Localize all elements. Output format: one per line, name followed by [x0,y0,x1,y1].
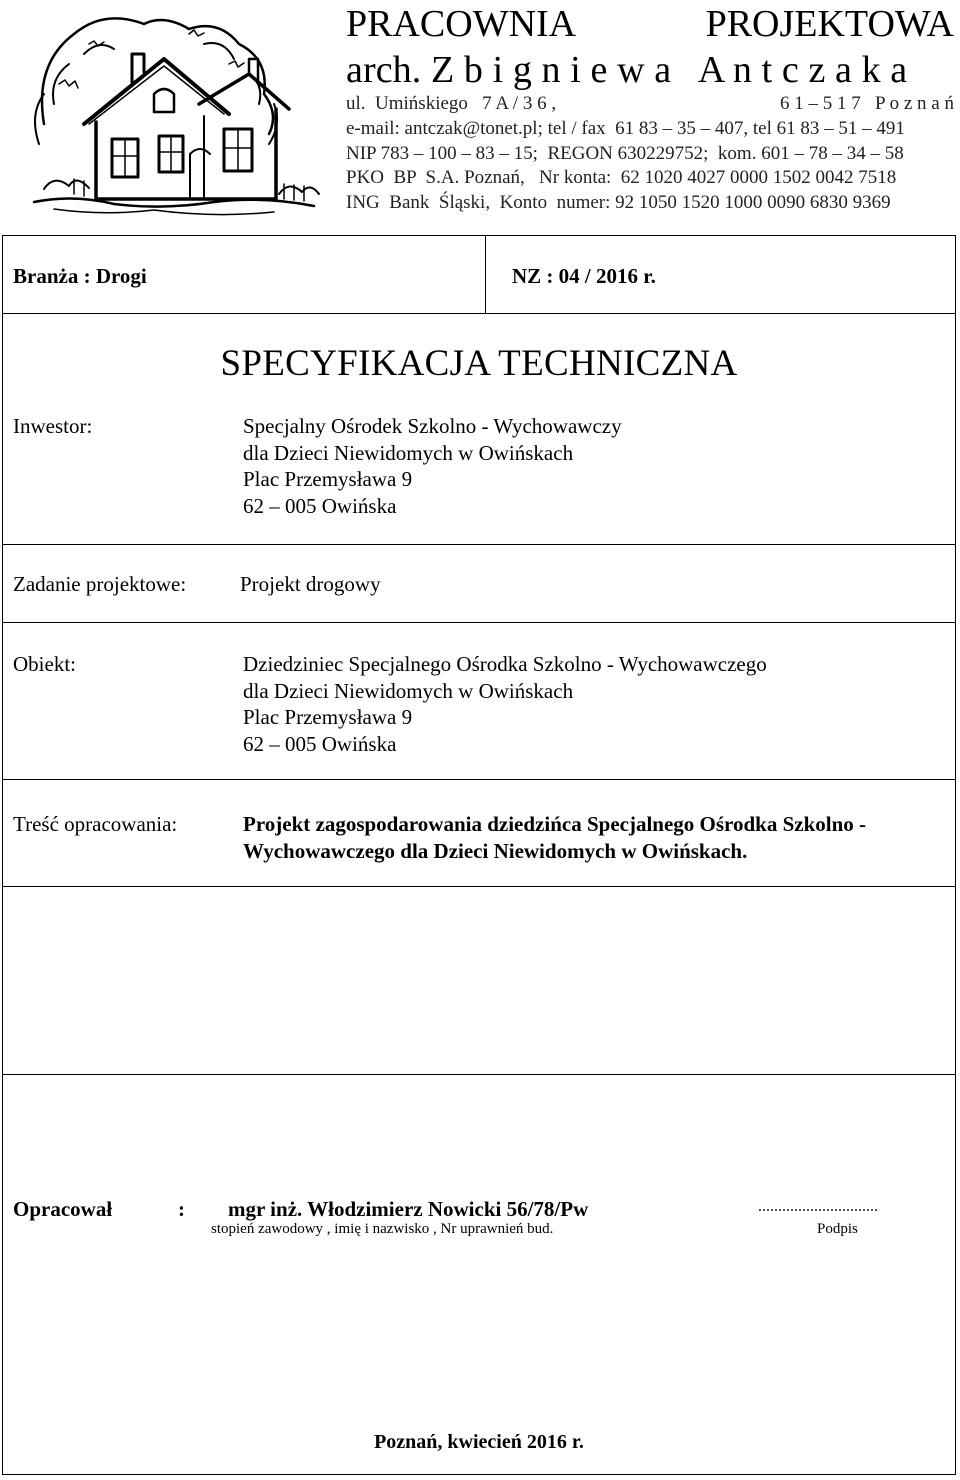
registry-line [346,143,954,165]
author-name: mgr inż. Włodzimierz Nowicki 56/78/Pw [228,1197,589,1221]
bank-line-2 [346,192,954,214]
author-colon: : [178,1197,185,1221]
object-details [243,651,767,757]
divider [3,1074,955,1075]
divider [3,622,955,623]
house-logo-icon [14,4,334,222]
bank1-text: PKO BP S.A. Poznań, Nr konta: 62 1020 4027 0000 1502 0042 7518 [346,167,897,188]
bank2-text: ING Bank Śląski, Konto numer: 92 1050 1520 1000 0090 6830 9369 [346,192,891,213]
registry-text: NIP 783 – 100 – 83 – 15; REGON 630229752; kom. 601 – 78 – 34 – 58 [346,143,904,164]
firm-name-left: PRACOWNIA [346,3,577,45]
firm-owner [346,48,954,92]
object-line: Dziedziniec Specjalnego Ośrodka Szkolno - Wychowawczego [243,652,767,676]
investor-line: 62 – 005 Owińska [243,493,397,518]
address-street: ul. Umińskiego 7 A / 3 6 , [346,93,557,114]
content-line: Projekt zagospodarowania dziedzińca Specjalnego Ośrodka Szkolno - [243,812,867,836]
task-value: Projekt drogowy [240,572,381,596]
firm-name-right: PROJEKTOWA [705,3,954,45]
investor-details [243,413,622,519]
content-details [243,811,866,864]
nz-number: NZ : 04 / 2016 r. [512,264,656,288]
investor-line: Specjalny Ośrodek Szkolno - Wychowawczy [243,414,622,438]
address-city: 6 1 – 5 1 7 P o z n a ń [780,93,954,114]
signature-caption: Podpis [817,1221,858,1237]
title-page-frame [2,235,956,1475]
object-line: dla Dzieci Niewidomych w Owińskach [243,678,574,703]
divider [3,779,955,780]
document-title: SPECYFIKACJA TECHNICZNA [220,343,738,384]
author-caption: stopień zawodowy , imię i nazwisko , Nr uprawnień bud. [211,1221,554,1237]
signature-line: .............................. [758,1198,878,1215]
firm-owner-text: arch. Z b i g n i e w a A n t c z a k a [346,49,908,91]
author-label: Opracował [13,1197,113,1221]
place-date: Poznań, kwiecień 2016 r. [374,1431,584,1453]
object-label: Obiekt: [13,652,76,676]
divider [3,313,955,314]
content-label: Treść opracowania: [13,812,178,836]
address-line [346,93,954,115]
investor-line: dla Dzieci Niewidomych w Owińskach [243,440,574,465]
divider [3,886,955,887]
investor-label: Inwestor: [13,414,93,438]
contact-line [346,118,954,140]
contact-text: e-mail: antczak@tonet.pl; tel / fax 61 83 – 35 – 407, tel 61 83 – 51 – 491 [346,118,905,139]
branch-label: Branża : Drogi [13,264,147,288]
divider [3,544,955,545]
bank-line-1 [346,167,954,189]
task-label: Zadanie projektowe: [13,572,187,596]
object-line: 62 – 005 Owińska [243,731,397,756]
divider [485,236,486,313]
content-line: Wychowawczego dla Dzieci Niewidomych w Owińskach. [243,838,748,863]
investor-line: Plac Przemysława 9 [243,467,413,491]
object-line: Plac Przemysława 9 [243,705,413,729]
firm-name-line1 [346,2,954,46]
